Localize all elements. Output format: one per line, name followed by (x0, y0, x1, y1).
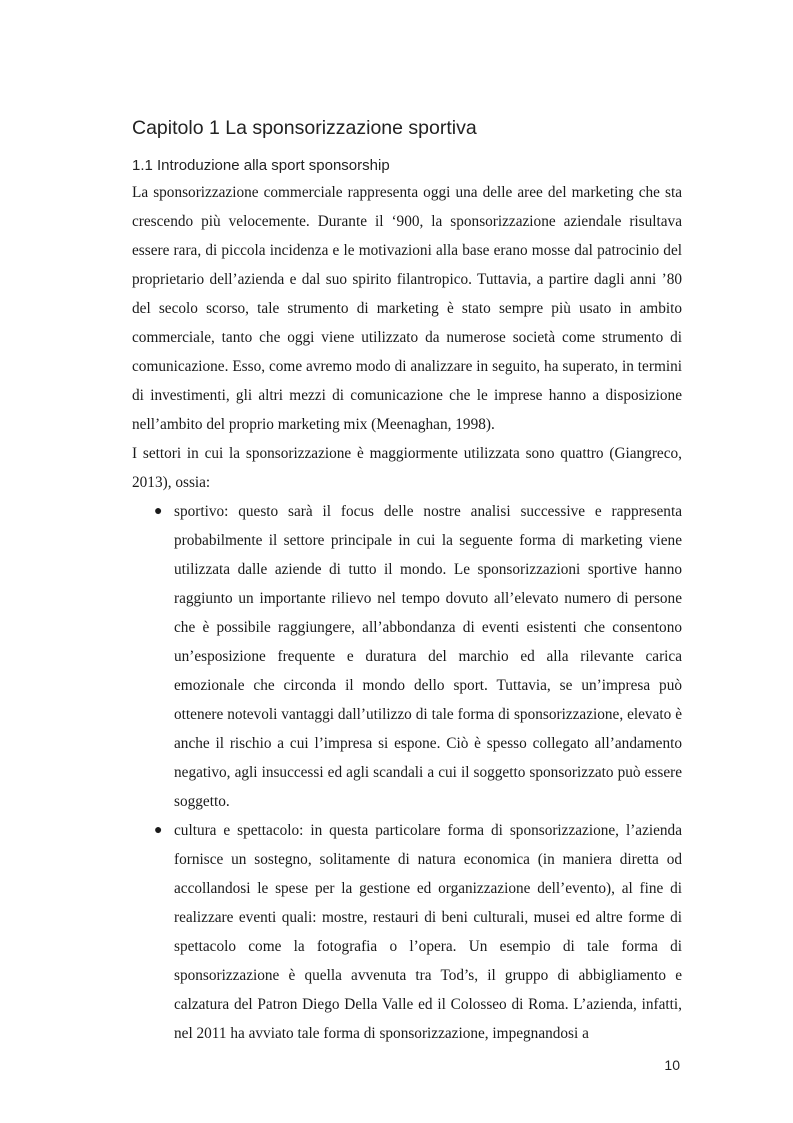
list-item-text: cultura e spettacolo: in questa particolare forma di sponsorizzazione, l’azienda fornisce un sostegno, solitamente di natura economica (in maniera diretta od accollandosi le spese per la gestione ed organizzazione dell’evento), al fine di realizzare eventi quali: mostre, restauri di beni culturali, musei ed altre forme di spettacolo come la fotografia o l’opera. Un esempio di tale forma di sponsorizzazione è quella avvenuta tra Tod’s, il gruppo di abbigliamento e calzatura del Patron Diego Della Valle ed il Colosseo di Roma. L’azienda, infatti, nel 2011 ha avviato tale forma di sponsorizzazione, impegnandosi a (174, 822, 682, 1042)
paragraph: La sponsorizzazione commerciale rappresenta oggi una delle aree del marketing che sta crescendo più velocemente. Durante il ‘900, la sponsorizzazione aziendale risultava essere rara, di piccola incidenza e le motivazioni alla base erano mosse dal patrocinio del proprietario dell’azienda e dal suo spirito filantropico. Tuttavia, a partire dagli anni ’80 del secolo scorso, tale strumento di marketing è stato sempre più usato in ambito commerciale, tanto che oggi viene utilizzato da numerose società come strumento di comunicazione. Esso, come avremo modo di analizzare in seguito, ha superato, in termini di investimenti, gli altri mezzi di comunicazione che le imprese hanno a disposizione nell’ambito del proprio marketing mix (Meenaghan, 1998). (132, 184, 682, 433)
section-title: 1.1 Introduzione alla sport sponsorship (132, 157, 390, 174)
list-item (154, 816, 682, 1048)
list-item-text: sportivo: questo sarà il focus delle nostre analisi successive e rappresenta probabilmente il settore principale in cui la seguente forma di marketing viene utilizzata dalle aziende di tutto il mondo. Le sponsorizzazioni sportive hanno raggiunto un importante rilievo nel tempo dovuto all’elevato numero di persone che è possibile raggiungere, all’abbondanza di eventi esistenti che consentono un’esposizione frequente e duratura del marchio ed alla rilevante carica emozionale che circonda il mondo dello sport. Tuttavia, se un’impresa può ottenere notevoli vantaggi dall’utilizzo di tale forma di sponsorizzazione, elevato è anche il rischio a cui l’impresa si espone. Ciò è spesso collegato all’andamento negativo, agli insuccessi ed agli scandali a cui il soggetto sponsorizzato può essere soggetto. (174, 503, 682, 810)
page-number: 10 (664, 1057, 680, 1073)
chapter-title: Capitolo 1 La sponsorizzazione sportiva (132, 117, 477, 139)
body-text (132, 178, 682, 1048)
paragraph: I settori in cui la sponsorizzazione è maggiormente utilizzata sono quattro (Giangreco, 2013), ossia: (132, 445, 682, 491)
list-item (154, 497, 682, 816)
bullet-icon: ● (154, 823, 163, 838)
bullet-list (132, 497, 682, 1048)
bullet-icon: ● (154, 504, 163, 519)
